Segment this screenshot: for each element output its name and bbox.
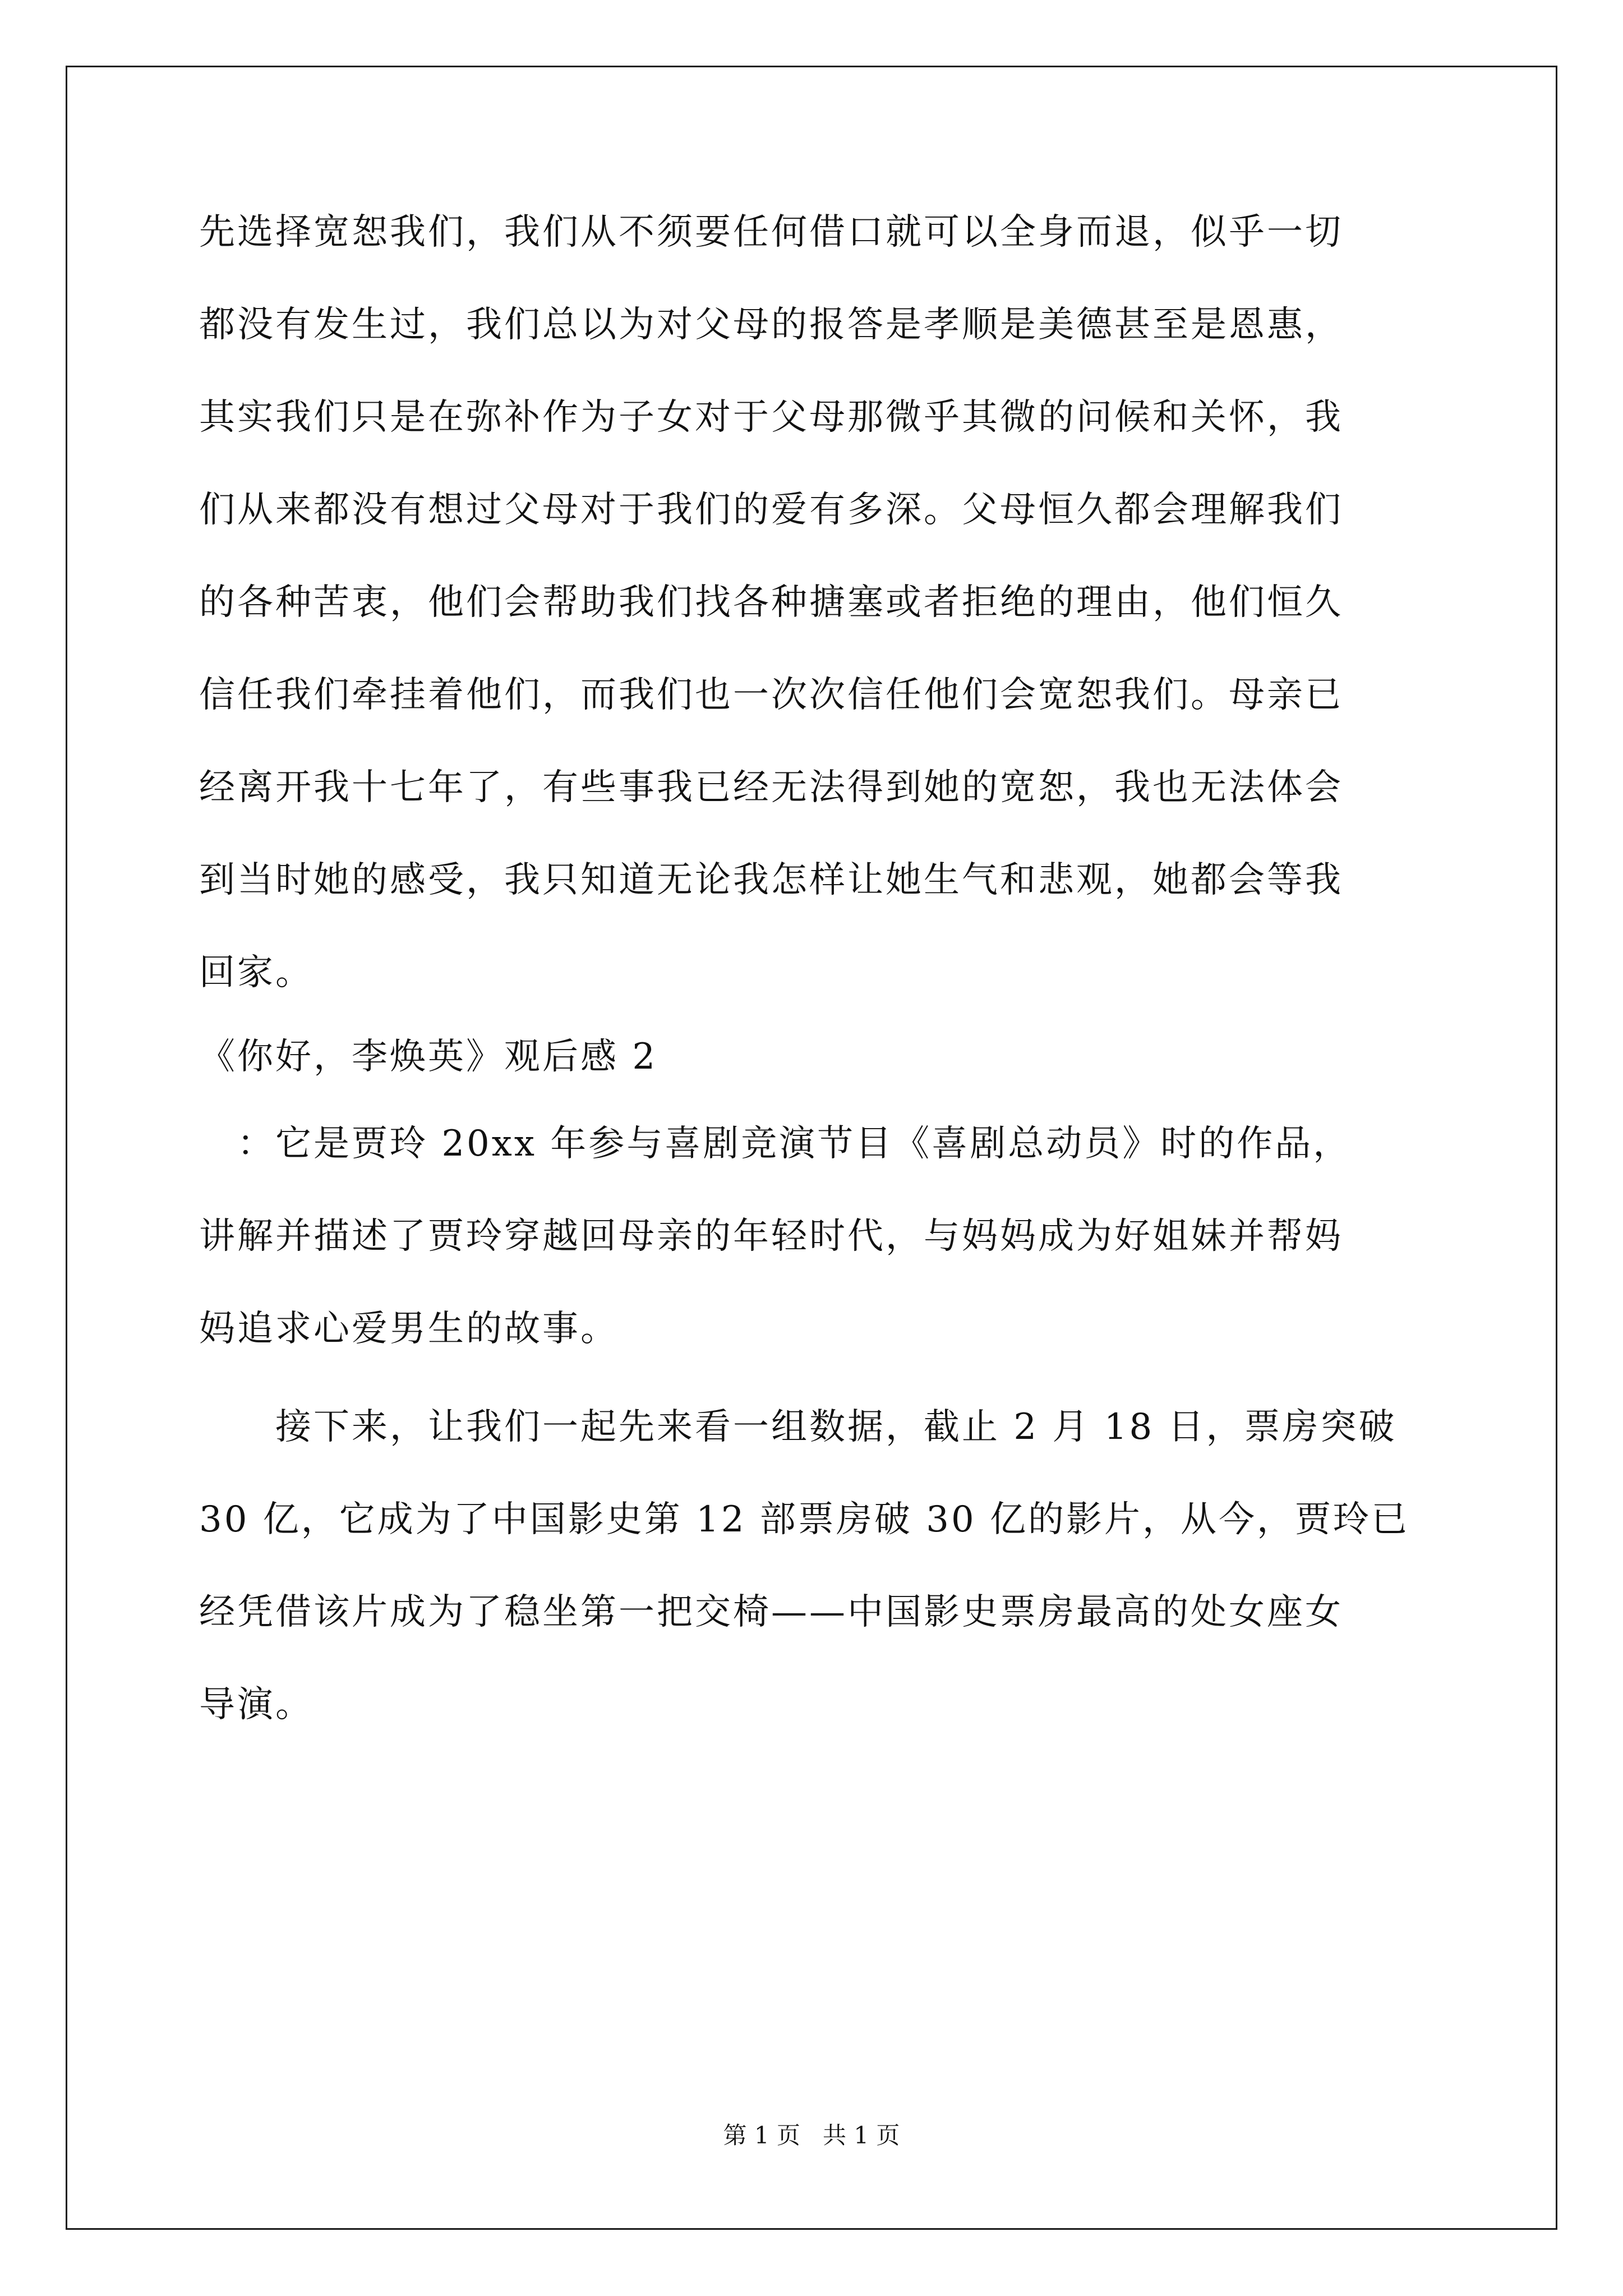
text-line: 接下来，让我们一起先来看一组数据，截止 2 月 18 日，票房突破 — [199, 1406, 1397, 1448]
text-line: 回家。 — [199, 952, 313, 993]
text-line: 经离开我十七年了，有些事我已经无法得到她的宽恕，我也无法体会 — [199, 767, 1343, 808]
text-line: 的各种苦衷，他们会帮助我们找各种搪塞或者拒绝的理由，他们恒久 — [199, 582, 1343, 623]
text-line: 其实我们只是在弥补作为子女对于父母那微乎其微的问候和关怀，我 — [199, 397, 1343, 438]
page-number: 第 1 页 — [723, 2122, 800, 2149]
text-line: 到当时她的感受，我只知道无论我怎样让她生气和悲观，她都会等我 — [199, 859, 1343, 901]
text-line: 导演。 — [199, 1684, 313, 1726]
text-line: 先选择宽恕我们，我们从不须要任何借口就可以全身而退，似乎一切 — [199, 211, 1343, 253]
text-line: 信任我们牵挂着他们，而我们也一次次信任他们会宽恕我们。母亲已 — [199, 674, 1343, 716]
text-line: 们从来都没有想过父母对于我们的爱有多深。父母恒久都会理解我们 — [199, 489, 1343, 531]
text-line: 30 亿，它成为了中国影史第 12 部票房破 30 亿的影片，从今，贾玲已 — [199, 1499, 1410, 1540]
page-footer — [0, 2122, 1623, 2150]
text-line: 讲解并描述了贾玲穿越回母亲的年轻时代，与妈妈成为好姐妹并帮妈 — [199, 1216, 1343, 1257]
text-line: 经凭借该片成为了稳坐第一把交椅——中国影史票房最高的处女座女 — [199, 1591, 1343, 1633]
section-heading: 《你好，李焕英》观后感 2 — [199, 1036, 658, 1078]
page-total: 共 1 页 — [823, 2122, 900, 2149]
text-line: 都没有发生过，我们总以为对父母的报答是孝顺是美德甚至是恩惠， — [199, 304, 1343, 346]
text-line: ：它是贾玲 20xx 年参与喜剧竞演节目《喜剧总动员》时的作品， — [199, 1123, 1352, 1165]
text-line: 妈追求心爱男生的故事。 — [199, 1308, 619, 1350]
